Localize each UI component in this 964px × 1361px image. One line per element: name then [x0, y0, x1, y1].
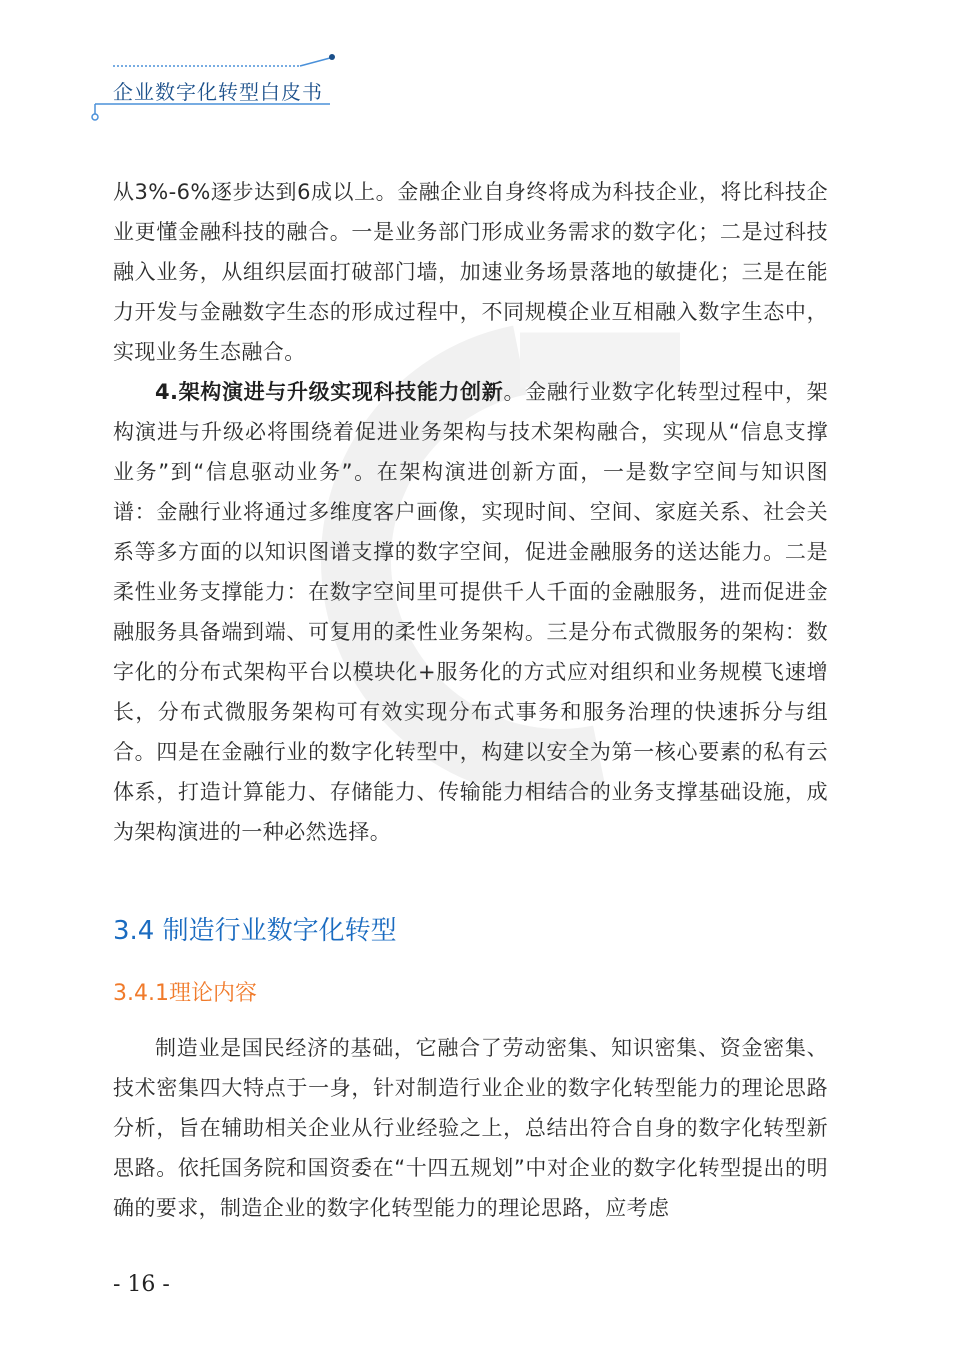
header-title: 企业数字化转型白皮书 — [113, 80, 323, 104]
page-header — [0, 0, 964, 130]
paragraph-1: 从3%-6%逐步达到6成以上。金融企业自身终将成为科技企业，将比科技企业更懂金融科技的融合。一是业务部门形成业务需求的数字化；二是过科技融入业务，从组织层面打破部门墙，加速业务场景落地的敏捷化；三是在能力开发与金融数字生态的形成过程中，不同规模企业互相融入数字生态中，实现业务生态融合。 — [113, 180, 828, 364]
section-heading: 3.4 制造行业数字化转型 — [113, 916, 397, 946]
header-decoration — [0, 0, 964, 130]
page-number: - 16 - — [113, 1272, 170, 1297]
subsection-heading: 3.4.1理论内容 — [113, 981, 257, 1006]
paragraph-2 — [113, 372, 828, 852]
paragraph-3: 制造业是国民经济的基础，它融合了劳动密集、知识密集、资金密集、技术密集四大特点于一身，针对制造行业企业的数字化转型能力的理论思路分析，旨在辅助相关企业从行业经验之上，总结出符合自身的数字化转型新思路。依托国务院和国资委在“十四五规划”中对企业的数字化转型提出的明确的要求，制造企业的数字化转型能力的理论思路，应考虑 — [113, 1036, 828, 1220]
paragraph-2-heading: 4.架构演进与升级实现科技能力创新 — [155, 380, 504, 404]
paragraph-2-text: 。金融行业数字化转型过程中，架构演进与升级必将围绕着促进业务架构与技术架构融合，实现从“信息支撑业务”到“信息驱动业务”。在架构演进创新方面，一是数字空间与知识图谱：金融行业将通过多维度客户画像，实现时间、空间、家庭关系、社会关系等多方面的以知识图谱支撑的数字空间，促进金融服务的送达能力。二是柔性业务支撑能力：在数字空间里可提供千人千面的金融服务，进而促进金融服务具备端到端、可复用的柔性业务架构。三是分布式微服务的架构：数字化的分布式架构平台以模块化+服务化的方式应对组织和业务规模飞速增长，分布式微服务架构可有效实现分布式事务和服务治理的快速拆分与组合。四是在金融行业的数字化转型中，构建以安全为第一核心要素的私有云体系，打造计算能力、存储能力、传输能力相结合的业务支撑基础设施，成为架构演进的一种必然选择。 — [113, 380, 829, 844]
section-body — [113, 1028, 828, 1228]
body-text — [113, 172, 828, 852]
